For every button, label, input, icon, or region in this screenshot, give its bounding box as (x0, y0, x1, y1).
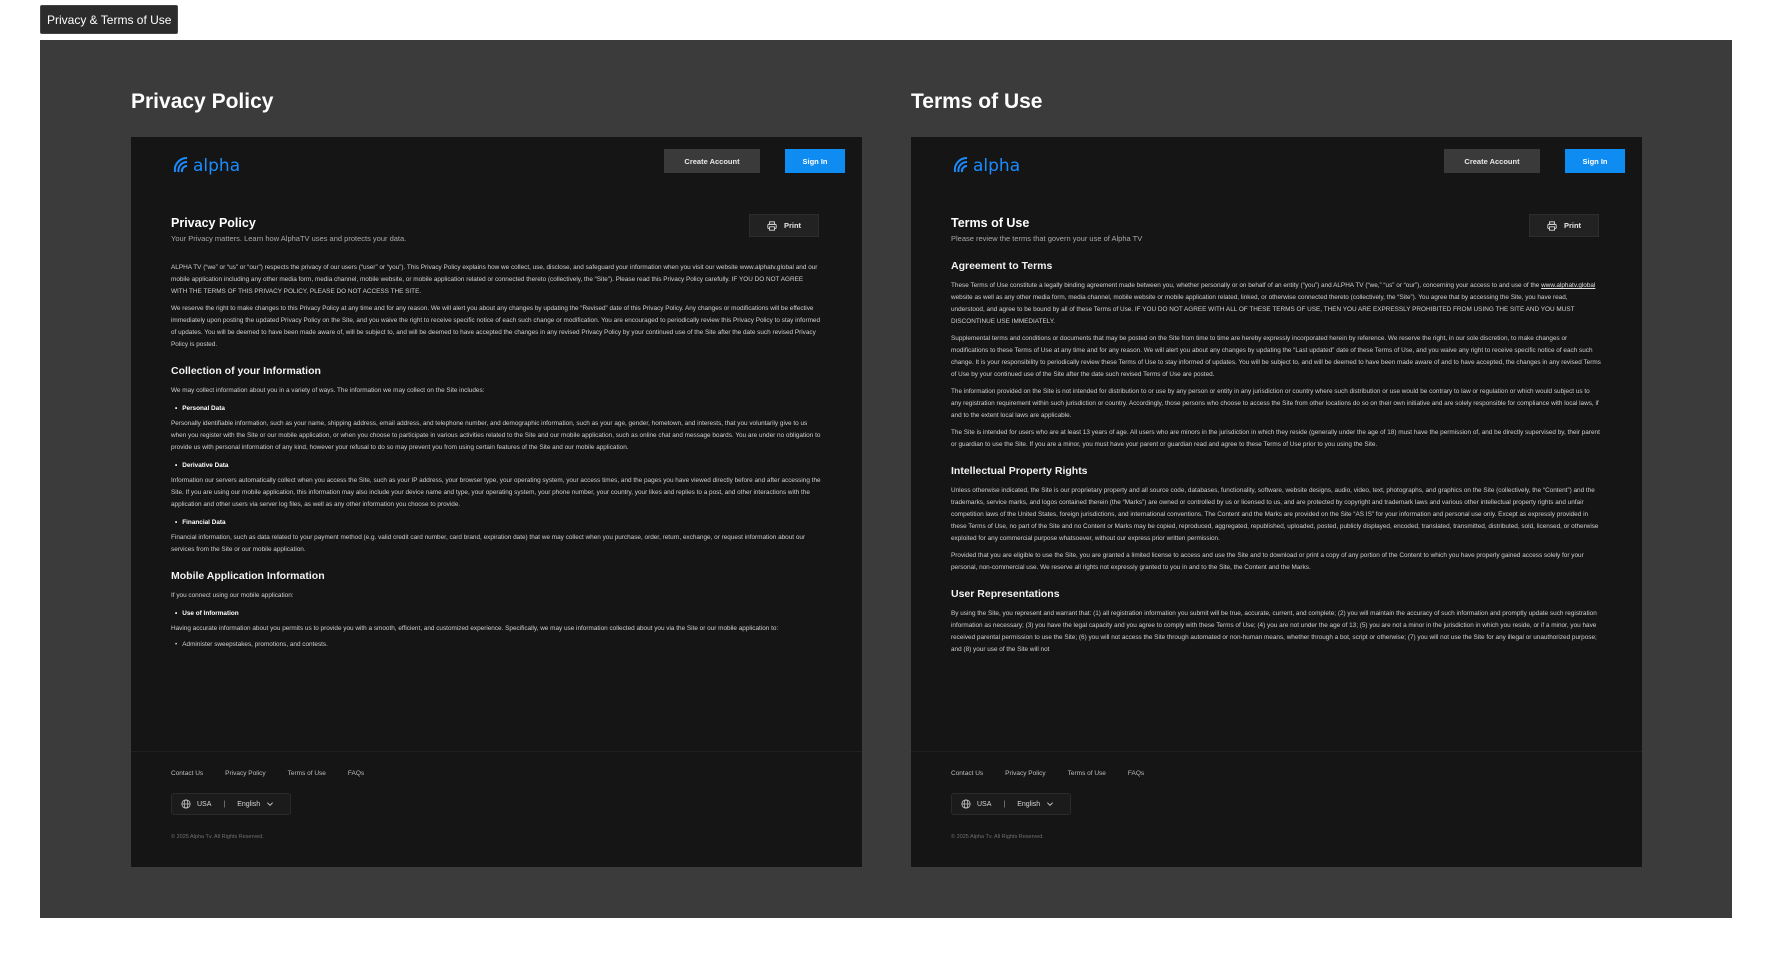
use-information-bullet: • Use of Information (175, 609, 821, 619)
intro-paragraph: ALPHA TV (“we” or “us” or “our”) respects the privacy of our users (“user” or “you”). This Privacy Policy explains how we collect, use, disclose, and safeguard your information when you visit our website www.alphatv.global and our mobile application including any other media form, media channel, mobile website, or mobile application related or connected thereto (collectively, the “Site”). Please read this Privacy Policy carefully. IF YOU DO NOT AGREE WITH THE TERMS OF THIS PRIVACY POLICY, PLEASE DO NOT ACCESS THE SITE. (171, 264, 818, 295)
user-representations-heading: User Representations (951, 588, 1060, 600)
agreement-paragraph (951, 280, 1601, 328)
ip-paragraph: Unless otherwise indicated, the Site is our proprietary property and all source code, databases, functionality, software, website designs, audio, video, text, photographs, and graphics on the Site (collectively, the “Content”) and the trademarks, service marks, and logos contained therein (the “Marks”) are owned or controlled by us or licensed to us, and are protected by copyright and trademark laws and various other intellectual property rights and unfair competition laws of the United States, foreign jurisdictions, and international conventions. The Content and the Marks are provided on the Site “AS IS” for your information and personal use only. Except as expressly provided in these Terms of Use, no part of the Site and no Content or Marks may be copied, reproduced, aggregated, republished, uploaded, posted, publicly displayed, encoded, translated, transmitted, distributed, sold, licensed, or otherwise exploited for any commercial purpose whatsoever, without our express prior written permission. (951, 487, 1599, 542)
sign-in-button[interactable]: Sign In (1565, 149, 1625, 173)
footer-link-contact[interactable]: Contact Us (951, 770, 984, 777)
language-value: English (1017, 800, 1041, 808)
agreement-text-start: These Terms of Use constitute a legally binding agreement made between you, whether personally or on behalf of an entity (“you”) and ALPHA TV (“we,” “us” or “our”), concerning your access to and use of the (951, 282, 1542, 289)
user-representations-paragraph: By using the Site, you represent and warrant that: (1) all registration information you submit will be true, accurate, current, and complete; (2) you will maintain the accuracy of such information and promptly update such registration information as necessary; (3) you have the legal capacity and you agree to comply with these Terms of Use; (4) you are not under the age of 13; (5) you are not a minor in the jurisdiction in which you reside, or if a minor, you have received parental permission to use the Site; (6) you will not access the Site through automated or non-human means, whether through a bot, script or otherwise; (7) you will not use the Site for any illegal or unauthorized purpose; and (8) your use of the Site will not (951, 610, 1597, 653)
list-item: • Administer sweepstakes, promotions, and contests. (175, 640, 821, 650)
footer-links (951, 770, 1144, 777)
personal-data-bullet: • Personal Data (175, 404, 821, 414)
print-label: Print (1563, 221, 1582, 230)
locale-selector[interactable] (171, 793, 291, 815)
collection-heading: Collection of your Information (171, 365, 321, 377)
terms-section-title: Terms of Use (911, 90, 1043, 113)
terms-topbar (911, 137, 1642, 197)
chevron-down-icon (266, 800, 274, 808)
derivative-data-paragraph: Information our servers automatically collect when you access the Site, such as your IP address, your browser type, your operating system, your access times, and the pages you have viewed directly before and after accessing the Site. If you are using our mobile application, this information may also include your device name and type, your operating system, your phone number, your country, your likes and replies to a post, and other interactions with the application and other users via server log files, as well as any other information you choose to provide. (171, 477, 821, 508)
privacy-page (131, 137, 862, 867)
mobile-heading: Mobile Application Information (171, 570, 325, 582)
privacy-footer (131, 751, 862, 867)
agreement-heading: Agreement to Terms (951, 260, 1053, 272)
derivative-data-bullet: • Derivative Data (175, 461, 821, 471)
page-subtitle: Please review the terms that govern your use of Alpha TV (951, 234, 1143, 243)
chevron-down-icon (1046, 800, 1054, 808)
country-value: USA (977, 800, 992, 808)
create-account-button[interactable]: Create Account (664, 149, 760, 173)
terms-footer (911, 751, 1642, 867)
terms-content (951, 215, 1601, 661)
footer-links (171, 770, 364, 777)
logo-text: alpha (193, 156, 241, 176)
website-link[interactable]: www.alphatv.global (1541, 282, 1596, 289)
country-value: USA (197, 800, 212, 808)
privacy-section-title: Privacy Policy (131, 90, 274, 113)
footer-link-privacy[interactable]: Privacy Policy (225, 770, 266, 777)
copyright-text: © 2025 Alpha Tv. All Rights Reserved. (951, 834, 1044, 840)
license-paragraph: Provided that you are eligible to use the Site, you are granted a limited license to access and use the Site and to download or print a copy of any portion of the Content to which you have properly gained access solely for your personal, non-commercial use. We reserve all rights not expressly granted to you in and to the Site, the Content and the Marks. (951, 552, 1584, 571)
frame-label: Privacy & Terms of Use (40, 5, 178, 34)
locale-selector[interactable] (951, 793, 1071, 815)
logo-text: alpha (973, 156, 1021, 176)
globe-icon (961, 799, 971, 809)
mobile-paragraph: If you connect using our mobile application: (171, 592, 294, 599)
footer-link-faqs[interactable]: FAQs (1127, 770, 1145, 777)
sign-in-button[interactable]: Sign In (785, 149, 845, 173)
privacy-topbar (131, 137, 862, 197)
ip-heading: Intellectual Property Rights (951, 465, 1088, 477)
alpha-logo[interactable] (171, 148, 240, 176)
design-canvas (40, 40, 1732, 918)
use-information-paragraph: Having accurate information about you permits us to provide you with a smooth, efficient, and customized experience. Specifically, we may use information collected about you via the Site or our mobile application to: (171, 625, 779, 632)
footer-link-contact[interactable]: Contact Us (171, 770, 204, 777)
page-title: Privacy Policy (171, 216, 256, 230)
copyright-text: © 2025 Alpha Tv. All Rights Reserved. (171, 834, 264, 840)
distribution-paragraph: The information provided on the Site is not intended for distribution to or use by any person or entity in any jurisdiction or country where such distribution or use would be contrary to law or regulation or which would subject us to any registration requirement within such jurisdiction or country. Accordingly, those persons who choose to access the Site from other locations do so on their own initiative and are solely responsible for compliance with local laws, if and to the extent local laws are applicable. (951, 388, 1599, 419)
create-account-button[interactable]: Create Account (1444, 149, 1540, 173)
supplemental-paragraph: Supplemental terms and conditions or documents that may be posted on the Site from time to time are hereby expressly incorporated herein by reference. We reserve the right, in our sole discretion, to make changes or modifications to these Terms of Use at any time and for any reason. We will alert you about any changes by updating the “Last updated” date of these Terms of Use, and you waive any right to receive specific notice of each such change. It is your responsibility to periodically review these Terms of Use to stay informed of updates. You will be subject to, and will be deemed to have been made aware of and to have accepted, the changes in any revised Terms of Use by your continued use of the Site after the date such revised Terms of Use are posted. (951, 335, 1601, 378)
financial-data-bullet: • Financial Data (175, 518, 821, 528)
financial-data-paragraph: Financial information, such as data related to your payment method (e.g. valid credit card number, card brand, expiration date) that we may collect when you purchase, order, return, exchange, or request information about our services from the Site or our mobile application. (171, 534, 806, 553)
locale-divider: | (223, 800, 226, 808)
age-paragraph: The Site is intended for users who are at least 13 years of age. All users who are minors in the jurisdiction in which they reside (generally under the age of 18) must have the permission of, and be directly supervised by, their parent or guardian to use the Site. If you are a minor, you must have your parent or guardian read and agree to these Terms of Use prior to you using the Site. (951, 429, 1600, 448)
personal-data-paragraph: Personally identifiable information, such as your name, shipping address, email address, and telephone number, and demographic information, such as your age, gender, hometown, and interests, that you voluntarily give to us when you register with the Site or our mobile application, or when you choose to participate in various activities related to the Site and our mobile application, such as online chat and message boards. You are under no obligation to provide us with personal information of any kind, however your refusal to do so may prevent you from using certain features of the Site and our mobile application. (171, 420, 821, 451)
signal-waves-icon (951, 152, 975, 176)
agreement-text-end: website as well as any other media form, media channel, mobile website or mobile application related, linked, or otherwise connected thereto (collectively, the “Site”). You agree that by accessing the Site, you have read, understood, and agree to be bound by all of these Terms of Use. IF YOU DO NOT AGREE WITH ALL OF THESE TERMS OF USE, THEN YOU ARE EXPRESSLY PROHIBITED FROM USING THE SITE AND YOU MUST DISCONTINUE USE IMMEDIATELY. (951, 294, 1575, 325)
globe-icon (181, 799, 191, 809)
changes-paragraph: We reserve the right to make changes to this Privacy Policy at any time and for any reason. We will alert you about any changes by updating the “Revised” date of this Privacy Policy. Any changes or modifications will be effective immediately upon posting the updated Privacy Policy on the Site, and you waive the right to receive specific notice of each such change or modification. You are encouraged to periodically review this Privacy Policy to stay informed of updates. You will be deemed to have been made aware of, will be subject to, and will be deemed to have accepted the changes in any revised Privacy Policy by your continued use of the Site after the date such revised Privacy Policy is posted. (171, 305, 821, 348)
footer-link-terms[interactable]: Terms of Use (1067, 770, 1106, 777)
terms-page (911, 137, 1642, 867)
collection-paragraph: We may collect information about you in a variety of ways. The information we may collect on the Site includes: (171, 387, 485, 394)
privacy-content (171, 215, 821, 650)
footer-link-privacy[interactable]: Privacy Policy (1005, 770, 1046, 777)
alpha-logo[interactable] (951, 148, 1020, 176)
footer-link-terms[interactable]: Terms of Use (287, 770, 326, 777)
language-value: English (237, 800, 261, 808)
signal-waves-icon (171, 152, 195, 176)
footer-link-faqs[interactable]: FAQs (347, 770, 365, 777)
page-title: Terms of Use (951, 216, 1030, 230)
locale-divider: | (1003, 800, 1006, 808)
page-subtitle: Your Privacy matters. Learn how AlphaTV uses and protects your data. (171, 234, 407, 243)
print-label: Print (783, 221, 802, 230)
